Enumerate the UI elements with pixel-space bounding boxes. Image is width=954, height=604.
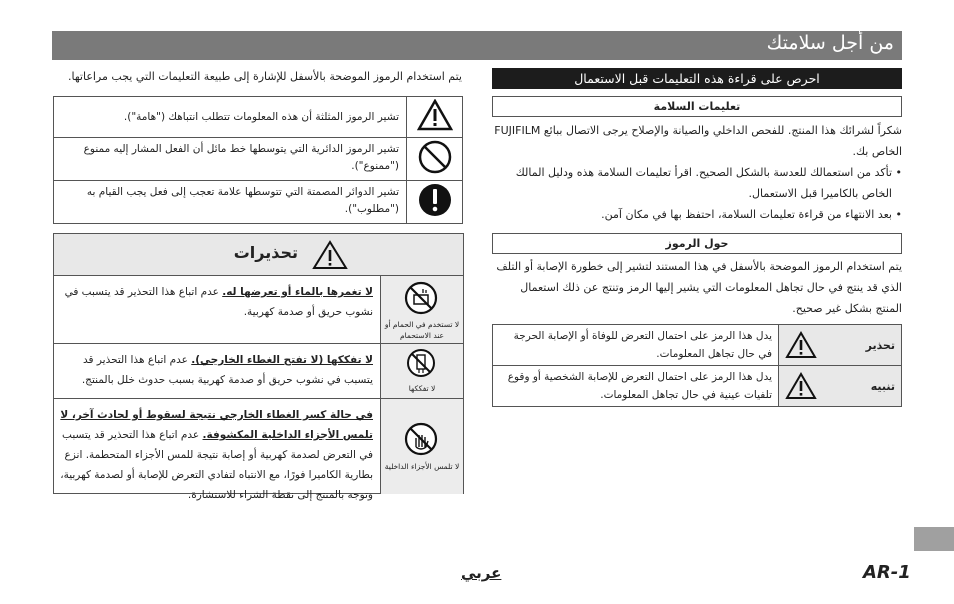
symbol-desc-mandatory: تشير الدوائر المصمتة التي تتوسطها علامة تعجب إلى فعل يجب القيام به ("مطلوب"). bbox=[54, 181, 407, 224]
warnings-box bbox=[53, 233, 464, 501]
warning-caption-touch: لا تلمس الأجزاء الداخلية bbox=[384, 462, 460, 471]
symbol-desc-warning: تشير الرموز المثلثة أن هذه المعلومات تتطلب انتباهك ("هامة"). bbox=[54, 97, 407, 138]
page-number: AR-1 bbox=[863, 562, 911, 583]
mandatory-circle-icon bbox=[407, 181, 463, 224]
warning-icon-cell-disassemble bbox=[380, 344, 463, 399]
warning-bold-touch: في حالة كسر الغطاء الخارجي نتيجة لسقوط أو لحادث آخر، لا تلمس الأجزاء الداخلية المكشوفة. bbox=[60, 409, 373, 441]
list-item: • بعد الانتهاء من قراءة تعليمات السلامة، احتفظ بها في مكان آمن. bbox=[601, 208, 902, 221]
warnings-title-bar bbox=[54, 234, 463, 276]
symbols-table bbox=[53, 96, 463, 224]
symbols-explanation: يتم استخدام الرموز الموضحة بالأسفل في هذا المستند لتشير إلى خطورة الإصابة أو التلف الذي قد ينتج في حال تجاهل المعلومات التي يشير إليها الرمز وتنتج عن ذلك استعمال المنتج بشكل غير صحيح. bbox=[496, 260, 902, 315]
safety-heading: تعليمات السلامة bbox=[492, 96, 902, 117]
symbols-heading: حول الرموز bbox=[492, 233, 902, 254]
warning-body-water: عدم اتباع هذا التحذير قد يتسبب في نشوب حريق أو صدمة كهربية. bbox=[64, 286, 373, 318]
header-bar bbox=[52, 31, 902, 60]
definition-text-warning: يدل هذا الرمز على احتمال التعرض للوفاة أو الإصابة الحرجة في حال تجاهل المعلومات. bbox=[493, 325, 779, 366]
section-heading: احرص على قراءة هذه التعليمات قبل الاستعمال bbox=[492, 68, 902, 89]
instructions-list bbox=[492, 162, 902, 225]
warning-row-water bbox=[54, 275, 463, 344]
warning-triangle-icon bbox=[785, 331, 817, 359]
symbols-intro-text: يتم استخدام الرموز الموضحة بالأسفل للإشارة إلى طبيعة التعليمات التي يجب مراعاتها. bbox=[67, 70, 462, 83]
warning-text-touch bbox=[58, 405, 373, 505]
warning-bold-disassemble: لا تفككها (لا تفتح الغطاء الخارجي). bbox=[191, 354, 373, 366]
warning-text-disassemble bbox=[58, 350, 373, 390]
warning-body-disassemble: عدم اتباع هذا التحذير قد يتسبب في نشوب حريق أو صدمة كهربية بسبب حدوث خلل بالمنتج. bbox=[81, 354, 373, 386]
warning-caption-disassemble: لا تفككها bbox=[408, 384, 436, 393]
warning-triangle-icon bbox=[312, 240, 348, 270]
definition-label-caution: تنبيه bbox=[779, 366, 902, 407]
prohibited-circle-icon bbox=[407, 138, 463, 181]
page-tab bbox=[914, 527, 954, 551]
warnings-title: تحذيرات bbox=[233, 243, 298, 262]
symbol-desc-prohibited: تشير الرموز الدائرية التي يتوسطها خط مائل أن الفعل المشار إليه ممنوع ("ممنوع"). bbox=[54, 138, 407, 181]
thanks-text: شكراً لشرائك هذا المنتج. للفحص الداخلي والصيانة والإصلاح يرجى الاتصال ببائع FUJIFILM الخاص بك. bbox=[494, 124, 902, 158]
definition-label-warning: تحذير bbox=[779, 325, 902, 366]
no-disassemble-icon bbox=[405, 347, 437, 379]
warning-icon-cell-water bbox=[380, 276, 463, 344]
list-item: • تأكد من استعمالك للعدسة بالشكل الصحيح. اقرأ تعليمات السلامة هذه ودليل المالك الخاص بالكاميرا قبل الاستعمال. bbox=[515, 166, 902, 200]
language-label: عربي bbox=[461, 564, 502, 582]
no-touch-icon bbox=[403, 421, 439, 457]
definitions-table bbox=[492, 324, 902, 407]
warning-icon-cell-touch bbox=[380, 399, 463, 494]
warning-row-disassemble bbox=[54, 343, 463, 399]
page-title: من أجل سلامتك bbox=[766, 32, 894, 54]
warning-bold-water: لا تغمرها بالماء أو تعرضها له. bbox=[222, 286, 373, 298]
warning-body-touch: عدم اتباع هذا التحذير قد يتسبب في التعرض لصدمة كهربية أو إصابة نتيجة للمس الأجزاء المتحطمة. انزع بطارية الكاميرا فورًا، مع الانتباه لتفادي التعرض للإصابة أو لصدمة كهربية، وتوجه بالمنتج إلى نقطة الشراء للاستشارة. bbox=[60, 429, 373, 501]
no-water-icon bbox=[403, 280, 439, 316]
warning-triangle-icon bbox=[407, 97, 463, 138]
definition-text-caution: يدل هذا الرمز على احتمال التعرض للإصابة الشخصية أو وقوع تلفيات عينية في حال تجاهل المعلومات. bbox=[493, 366, 779, 407]
caution-triangle-icon bbox=[785, 372, 817, 400]
warning-text-water bbox=[58, 282, 373, 322]
warning-row-touch bbox=[54, 398, 463, 501]
warning-caption-water: لا تستخدم في الحمام أو عند الاستحمام bbox=[384, 320, 460, 340]
